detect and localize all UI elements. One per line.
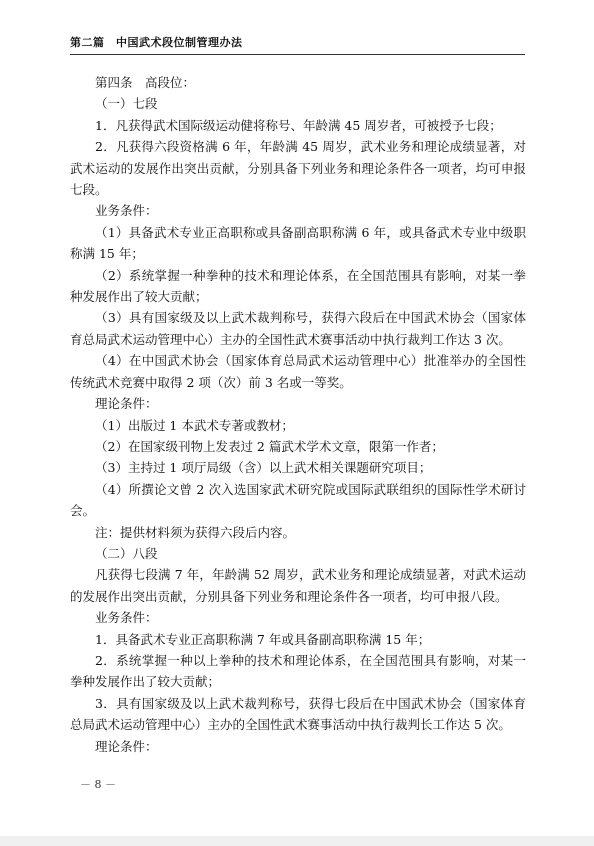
page-number: － 8 －: [80, 778, 116, 791]
list-item: 2．系统掌握一种以上拳种的技术和理论体系，在全国范围具有影响，对某一拳种发展作出了较大贡献；: [70, 652, 526, 690]
paragraph: 1．凡获得武术国际级运动健将称号、年龄满 45 周岁者，可被授予七段；: [95, 117, 502, 133]
subheading-theory-conditions: 理论条件：: [95, 738, 158, 754]
list-item: （1）具备武术专业正高职称或具备副高职称满 6 年，或具备武术专业中级职称满 15 年；: [70, 224, 526, 262]
section-heading-seventh-dan: （一）七段: [95, 96, 158, 112]
list-item: 1．具备武术专业正高职称满 7 年或具备副高职称满 15 年；: [95, 631, 431, 647]
list-item: （4）在中国武术协会（国家体育总局武术运动管理中心）批准举办的全国性传统武术竞赛中取得 2 项（次）前 3 名或一等奖。: [70, 353, 526, 390]
running-header: 第二篇 中国武术段位制管理办法: [70, 36, 243, 49]
paragraph: 凡获得七段满 7 年，年龄满 52 周岁，武术业务和理论成绩显著，对武术运动的发展作出突出贡献，分别具备下列业务和理论条件各一项者，均可申报八段。: [70, 567, 526, 604]
header-rule: [70, 54, 525, 55]
document-body: [70, 72, 526, 757]
paragraph: 2．凡获得六段资格满 6 年，年龄满 45 周岁，武术业务和理论成绩显著，对武术运动的发展作出突出贡献，分别具备下列业务和理论条件各一项者，均可申报七段。: [70, 139, 526, 198]
list-item: （4）所撰论文曾 2 次入选国家武术研究院或国际武联组织的国际性学术研讨会。: [70, 481, 526, 519]
article-heading: 第四条 高段位：: [95, 75, 196, 90]
section-heading-eighth-dan: （二）八段: [95, 545, 158, 561]
list-item: （1）出版过 1 本武术专著或教材；: [95, 417, 294, 433]
list-item: （3）主持过 1 项厅局级（含）以上武术相关课题研究项目；: [95, 460, 432, 476]
subheading-practice-conditions: 业务条件：: [95, 203, 158, 219]
subheading-practice-conditions: 业务条件：: [95, 610, 158, 626]
note: 注：提供材料须为获得六段后内容。: [95, 524, 296, 540]
list-item: （3）具有国家级及以上武术裁判称号，获得六段后在中国武术协会（国家体育总局武术运动管理中心）主办的全国性武术赛事活动中执行裁判工作达 3 次。: [70, 310, 526, 347]
subheading-theory-conditions: 理论条件：: [95, 396, 158, 412]
list-item: （2）在国家级刊物上发表过 2 篇武术学术文章，限第一作者；: [95, 438, 444, 454]
list-item: （2）系统掌握一种拳种的技术和理论体系，在全国范围具有影响，对某一拳种发展作出了较大贡献；: [70, 267, 526, 305]
list-item: 3．具有国家级及以上武术裁判称号，获得七段后在中国武术协会（国家体育总局武术运动管理中心）主办的全国性武术赛事活动中执行裁判长工作达 5 次。: [70, 695, 526, 733]
